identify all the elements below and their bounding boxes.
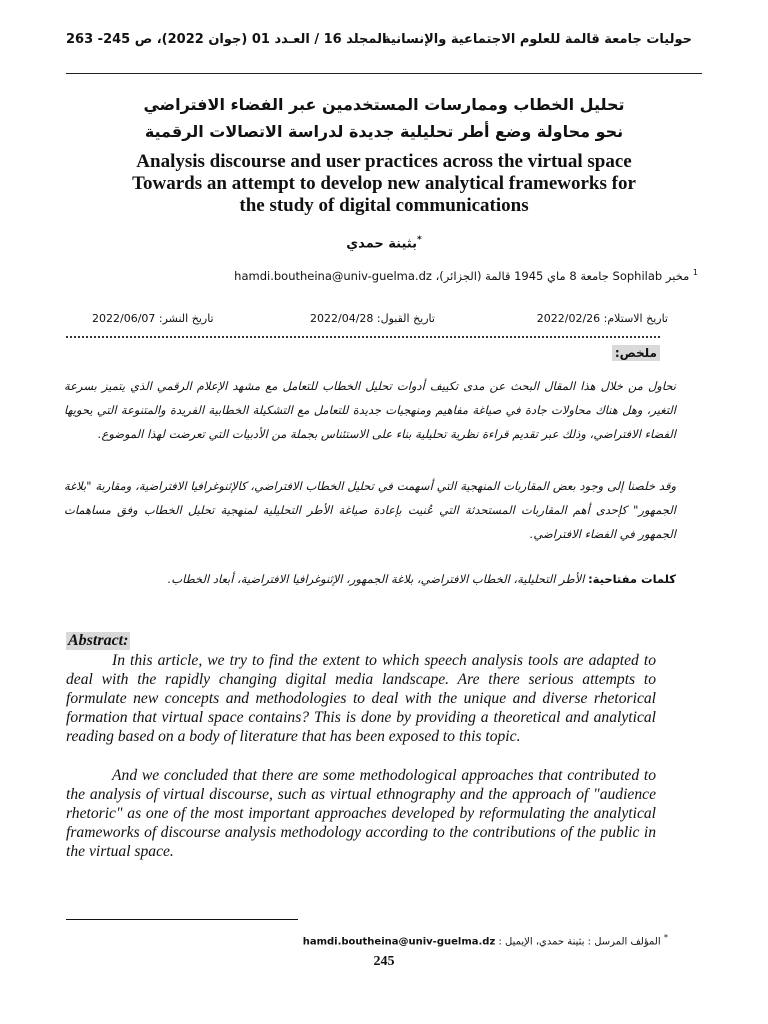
footnote-divider	[66, 919, 298, 920]
arabic-title-line-2: نحو محاولة وضع أطر تحليلية جديدة لدراسة الاتصالات الرقمية	[144, 122, 624, 141]
english-abstract-paragraph-2: And we concluded that there are some methodological approaches that contributed to the analysis of virtual discourse, such as virtual ethnography and the approach of "audience rhetoric" as one of the most important approaches developed by reformulating the analytical frameworks of discourse analysis methodology according to the contributions of the public in the virtual space.	[66, 767, 656, 860]
english-abstract-label: Abstract:	[68, 632, 129, 649]
footnote-marker: *	[663, 932, 668, 942]
english-abstract-paragraph-1: In this article, we try to find the extent to which speech analysis tools are adapted to deal with the rapidly changing digital media landscape. Are there serious attempts to formulate new concepts and methodologies to deal with the unique and diverse rhetorical formation that virtual space contains? This is done by providing a theoretical and analytical reading based on a body of literature that has been exposed to this topic.	[66, 652, 656, 745]
date-received: تاريخ الاستلام: 2022/02/26	[536, 312, 668, 325]
english-title-line-3: the study of digital communications	[239, 195, 529, 216]
english-title-line-1: Analysis discourse and user practices across the virtual space	[136, 151, 632, 172]
arabic-abstract-label: ملخص:	[612, 345, 660, 361]
footnote-label: المؤلف المرسل : بثينة حمدي، الإيميل :	[498, 936, 661, 948]
author-affiliation	[234, 268, 698, 283]
arabic-title-line-1: تحليل الخطاب وممارسات المستخدمين عبر الفضاء الافتراضي	[143, 95, 625, 114]
header-issue-info: المجلد 16 / العـدد 01 (جوان 2022)، ص 245- 263	[66, 32, 387, 47]
footnote-email: hamdi.boutheina@univ-guelma.dz	[302, 936, 496, 948]
arabic-abstract-paragraph-1: نحاول من خلال هذا المقال البحث عن مدى تكييف أدوات تحليل الخطاب للتعامل مع مشهد الإعلام الرقمي الذي يتميز بسرعة التغير، وهل هناك محاولات جادة في صياغة مفاهيم ومنهجيات جديدة للتعامل مع التشكيلة الخطابية الفريدة والمتنوعة التي يحويها الفضاء الافتراضي، وذلك عبر تقديم قراءة نظرية تحليلية بناء على الاستئناس بجملة من الأدبيات التي تعرضت لهذا الموضوع.	[64, 379, 676, 441]
footnote	[303, 932, 668, 947]
date-accepted: تاريخ القبول: 2022/04/28	[310, 312, 435, 325]
header-divider	[66, 73, 702, 74]
english-title-line-2: Towards an attempt to develop new analytical frameworks for	[132, 173, 636, 194]
author-name	[66, 235, 702, 251]
dotted-divider	[66, 336, 660, 338]
page-number: 245	[373, 954, 395, 969]
arabic-keywords	[64, 567, 676, 591]
author-name-text: بثينة حمدي	[346, 236, 417, 252]
date-published: تاريخ النشر: 2022/06/07	[92, 312, 214, 325]
keywords-label: كلمات مفتاحية:	[588, 572, 676, 586]
arabic-abstract-paragraph-2: وقد خلصنا إلى وجود بعض المقاربات المنهجية التي أسهمت في تحليل الخطاب الافتراضي، كالإثنوغرافيا الافتراضية، ومقاربة "بلاغة الجمهور" كإحدى أهم المقاربات المستحدثة التي عُنيت بإعادة صياغة الأطر التحليلية لمنهجية تحليل الخطاب وفق مساهمات الجمهور في الفضاء الافتراضي.	[64, 479, 676, 541]
affiliation-text: مخبر Sophilab جامعة 8 ماي 1945 قالمة (الجزائر)، hamdi.boutheina@univ-guelma.dz	[234, 268, 690, 283]
header-journal-name: حوليات جامعة قالمة للعلوم الاجتماعية والإنسانية	[383, 32, 692, 47]
affiliation-marker: 1	[692, 268, 698, 277]
keywords-text: الأطر التحليلية، الخطاب الافتراضي، بلاغة الجمهور، الإثنوغرافيا الافتراضية، أبعاد الخطاب.	[167, 572, 585, 586]
author-marker: *	[417, 235, 422, 245]
